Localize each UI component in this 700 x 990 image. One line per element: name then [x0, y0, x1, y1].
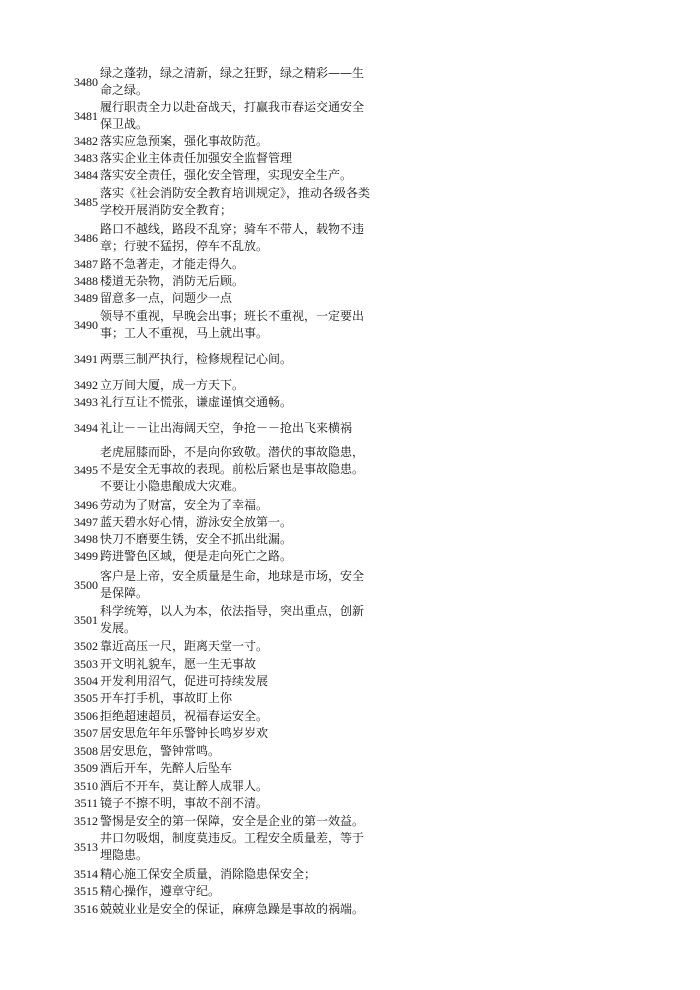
row-text: 居安思危，警钟常鸣。 — [100, 744, 221, 758]
row-text: 两票三制严执行，检修规程记心间。 — [100, 352, 293, 366]
row-text: 科学统筹，以人为本，依法指导，突出重点，创新发展。 — [100, 604, 365, 635]
row-number: 3515 — [74, 884, 98, 898]
row-number: 3496 — [74, 498, 98, 512]
row-number: 3484 — [74, 168, 98, 182]
row-text: 落实《社会消防安全教育培训规定》，推动各级各类学校开展消防安全教育； — [100, 186, 371, 217]
row-text: 兢兢业业是安全的保证，麻痹急躁是事故的祸端。 — [100, 902, 365, 916]
row-text: 客户是上帝，安全质量是生命，地球是市场，安全是保障。 — [100, 569, 365, 600]
row-number: 3505 — [74, 691, 98, 705]
row-number: 3512 — [74, 814, 98, 828]
row-number: 3490 — [74, 318, 98, 332]
row-number: 3486 — [74, 231, 98, 245]
row-number: 3508 — [74, 744, 98, 758]
row-number: 3497 — [74, 515, 98, 529]
row-number: 3485 — [74, 195, 98, 209]
row-text: 开车打手机，事故盯上你 — [100, 691, 233, 705]
row-number: 3499 — [74, 549, 98, 563]
row-number: 3482 — [74, 134, 98, 148]
row-number: 3488 — [74, 274, 98, 288]
row-number: 3507 — [74, 726, 98, 740]
row-number: 3513 — [74, 840, 98, 854]
row-text: 老虎屈膝而卧，不是向你致敬。潜伏的事故隐患，不是安全无事故的表现。前松后紧也是事故隐患。不要让小隐患酿成大灾难。 — [100, 445, 365, 493]
row-text: 开文明礼貌车，愿一生无事故 — [100, 657, 257, 671]
row-text: 酒后不开车，莫让醉人成罪人。 — [100, 779, 269, 793]
row-number: 3503 — [74, 657, 98, 671]
row-text: 留意多一点，问题少一点 — [100, 291, 233, 305]
row-number: 3498 — [74, 532, 98, 546]
row-number: 3492 — [74, 378, 98, 392]
row-number: 3487 — [74, 257, 98, 271]
row-text: 落实安全责任，强化安全管理，实现安全生产。 — [100, 168, 353, 182]
row-number: 3516 — [74, 902, 98, 916]
row-text: 镜子不擦不明，事故不剖不清。 — [100, 796, 269, 810]
row-number: 3481 — [74, 109, 98, 123]
row-text: 精心操作，遵章守纪。 — [100, 884, 221, 898]
row-text: 井口勿吸烟，制度莫违反。工程安全质量差，等于埋隐患。 — [100, 831, 365, 862]
row-text: 精心施工保安全质量，消除隐患保安全； — [100, 867, 317, 881]
row-number: 3480 — [74, 75, 98, 89]
row-text: 劳动为了财富，安全为了幸福。 — [100, 498, 269, 512]
row-number: 3500 — [74, 578, 98, 592]
row-text: 履行职责全力以赴奋战天，打赢我市春运交通安全保卫战。 — [100, 100, 365, 131]
row-number: 3501 — [74, 613, 98, 627]
row-number: 3494 — [74, 421, 98, 435]
row-text: 酒后开车，先醉人后坠车 — [100, 761, 233, 775]
row-text: 路口不越线，路段不乱穿；骑车不带人，载物不违章；行驶不猛拐，停车不乱放。 — [100, 222, 365, 253]
row-text: 落实应急预案，强化事故防范。 — [100, 134, 269, 148]
row-text: 立万间大厦，成一方天下。 — [100, 378, 245, 392]
row-text: 蓝天碧水好心情，游泳安全放第一。 — [100, 515, 293, 529]
row-number: 3483 — [74, 151, 98, 165]
row-number: 3502 — [74, 639, 98, 653]
row-number: 3510 — [74, 779, 98, 793]
row-number: 3509 — [74, 761, 98, 775]
row-text: 礼让－－让出海阔天空，争抢－－抢出飞来横祸 — [100, 421, 353, 435]
row-text: 落实企业主体责任加强安全监督管理 — [100, 151, 293, 165]
row-text: 靠近高压一尺，距离天堂一寸。 — [100, 639, 269, 653]
row-text: 礼行互让不慌张，谦虚谨慎交通畅。 — [100, 395, 293, 409]
row-number: 3489 — [74, 291, 98, 305]
row-number: 3491 — [74, 352, 98, 366]
row-number: 3495 — [74, 463, 98, 477]
row-number: 3506 — [74, 709, 98, 723]
row-number: 3514 — [74, 867, 98, 881]
row-text: 领导不重视，早晚会出事；班长不重视，一定要出事；工人不重视，马上就出事。 — [100, 309, 365, 340]
row-text: 跨进警色区域，便是走向死亡之路。 — [100, 549, 293, 563]
row-number: 3504 — [74, 674, 98, 688]
row-text: 拒绝超速超员，祝福春运安全。 — [100, 709, 269, 723]
row-number: 3511 — [74, 796, 98, 810]
row-text: 绿之蓬勃，绿之清新，绿之狂野，绿之精彩——生命之绿。 — [100, 66, 365, 97]
row-text: 居安思危年年乐警钟长鸣岁岁欢 — [100, 726, 269, 740]
row-text: 快刀不磨要生锈，安全不抓出纰漏。 — [100, 532, 293, 546]
row-text: 楼道无杂物，消防无后顾。 — [100, 274, 245, 288]
row-text: 警惕是安全的第一保障，安全是企业的第一效益。 — [100, 814, 365, 828]
row-number: 3493 — [74, 395, 98, 409]
row-text: 开发利用沼气，促进可持续发展 — [100, 674, 269, 688]
row-text: 路不急著走，才能走得久。 — [100, 257, 245, 271]
